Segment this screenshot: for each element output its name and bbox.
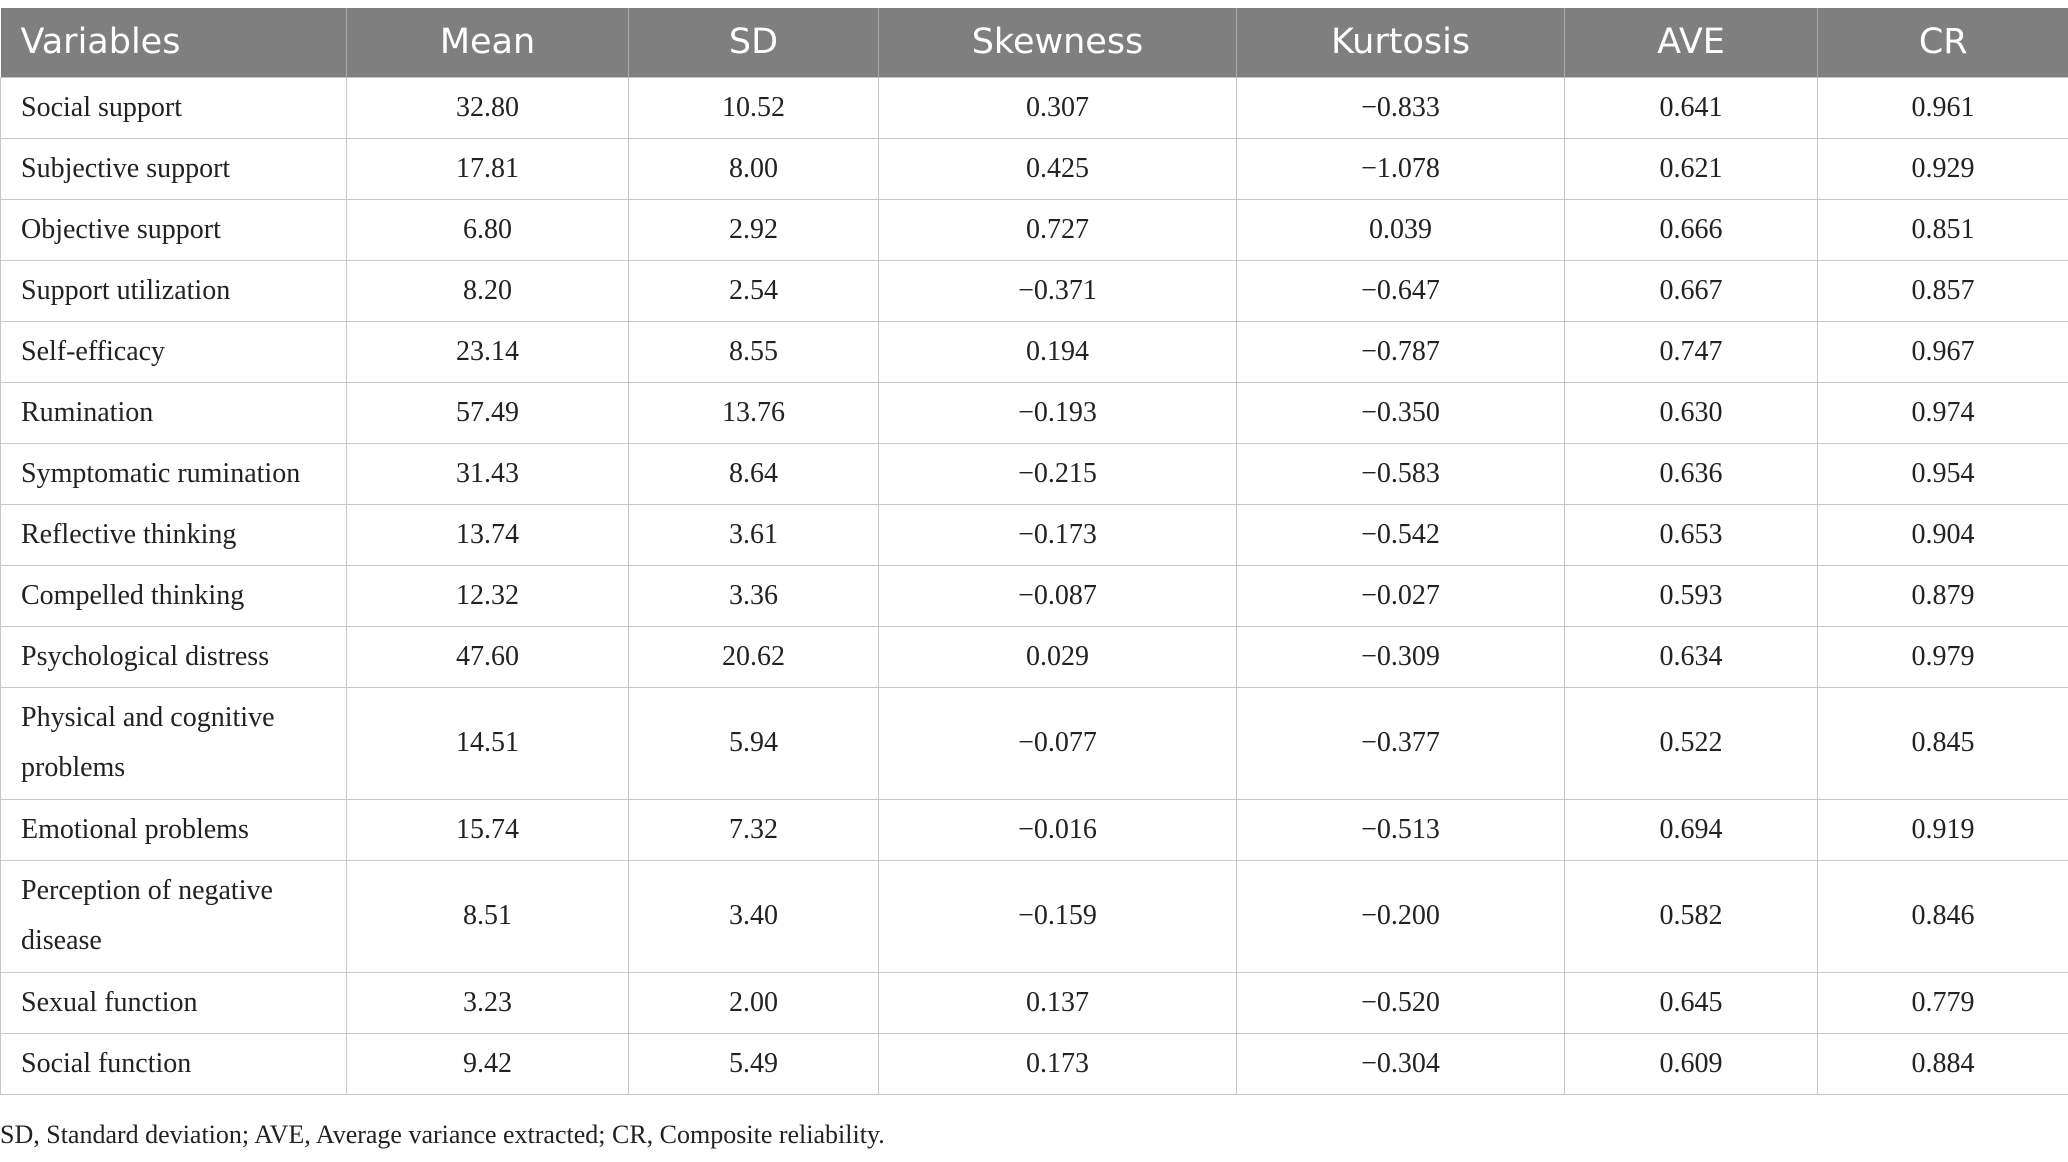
kurtosis-cell: −0.833: [1237, 77, 1565, 138]
cr-cell: 0.779: [1818, 972, 2068, 1033]
kurtosis-cell: −0.200: [1237, 860, 1565, 972]
ave-cell: 0.593: [1565, 565, 1818, 626]
ave-cell: 0.636: [1565, 443, 1818, 504]
kurtosis-cell: −0.309: [1237, 626, 1565, 687]
variable-cell: Self-efficacy: [1, 321, 347, 382]
skewness-cell: 0.194: [879, 321, 1237, 382]
skewness-cell: 0.029: [879, 626, 1237, 687]
table-row: [1, 260, 2068, 321]
cr-cell: 0.846: [1818, 860, 2068, 972]
mean-cell: 9.42: [347, 1033, 629, 1094]
sd-cell: 8.55: [629, 321, 879, 382]
sd-cell: 3.40: [629, 860, 879, 972]
skewness-cell: −0.159: [879, 860, 1237, 972]
sd-cell: 3.36: [629, 565, 879, 626]
variable-cell: Reflective thinking: [1, 504, 347, 565]
kurtosis-cell: −0.647: [1237, 260, 1565, 321]
cr-cell: 0.919: [1818, 799, 2068, 860]
variable-cell: Objective support: [1, 199, 347, 260]
ave-cell: 0.694: [1565, 799, 1818, 860]
table-row: [1, 382, 2068, 443]
mean-cell: 8.51: [347, 860, 629, 972]
mean-cell: 12.32: [347, 565, 629, 626]
variable-cell: Symptomatic rumination: [1, 443, 347, 504]
header-variables: Variables: [1, 8, 347, 77]
ave-cell: 0.667: [1565, 260, 1818, 321]
sd-cell: 2.54: [629, 260, 879, 321]
sd-cell: 7.32: [629, 799, 879, 860]
cr-cell: 0.979: [1818, 626, 2068, 687]
kurtosis-cell: −0.787: [1237, 321, 1565, 382]
cr-cell: 0.967: [1818, 321, 2068, 382]
sd-cell: 2.00: [629, 972, 879, 1033]
cr-cell: 0.851: [1818, 199, 2068, 260]
kurtosis-cell: 0.039: [1237, 199, 1565, 260]
mean-cell: 32.80: [347, 77, 629, 138]
table-row: [1, 138, 2068, 199]
skewness-cell: −0.087: [879, 565, 1237, 626]
header-skewness: Skewness: [879, 8, 1237, 77]
mean-cell: 13.74: [347, 504, 629, 565]
skewness-cell: −0.173: [879, 504, 1237, 565]
kurtosis-cell: −0.027: [1237, 565, 1565, 626]
mean-cell: 23.14: [347, 321, 629, 382]
mean-cell: 17.81: [347, 138, 629, 199]
skewness-cell: 0.727: [879, 199, 1237, 260]
cr-cell: 0.961: [1818, 77, 2068, 138]
ave-cell: 0.609: [1565, 1033, 1818, 1094]
sd-cell: 5.49: [629, 1033, 879, 1094]
header-sd: SD: [629, 8, 879, 77]
variable-cell: Support utilization: [1, 260, 347, 321]
cr-cell: 0.974: [1818, 382, 2068, 443]
header-mean: Mean: [347, 8, 629, 77]
cr-cell: 0.845: [1818, 687, 2068, 799]
kurtosis-cell: −0.377: [1237, 687, 1565, 799]
skewness-cell: −0.077: [879, 687, 1237, 799]
mean-cell: 47.60: [347, 626, 629, 687]
header-kurtosis: Kurtosis: [1237, 8, 1565, 77]
table-footnote: SD, Standard deviation; AVE, Average variance extracted; CR, Composite reliability.: [0, 1120, 885, 1149]
ave-cell: 0.666: [1565, 199, 1818, 260]
sd-cell: 8.64: [629, 443, 879, 504]
table-row: [1, 972, 2068, 1033]
kurtosis-cell: −0.304: [1237, 1033, 1565, 1094]
skewness-cell: −0.193: [879, 382, 1237, 443]
sd-cell: 10.52: [629, 77, 879, 138]
sd-cell: 2.92: [629, 199, 879, 260]
cr-cell: 0.954: [1818, 443, 2068, 504]
table-row: [1, 687, 2068, 799]
variable-cell: Social function: [1, 1033, 347, 1094]
table-row: [1, 799, 2068, 860]
ave-cell: 0.645: [1565, 972, 1818, 1033]
variable-cell: Psychological distress: [1, 626, 347, 687]
variable-cell: Perception of negative disease: [1, 860, 347, 972]
header-ave: AVE: [1565, 8, 1818, 77]
skewness-cell: −0.215: [879, 443, 1237, 504]
cr-cell: 0.857: [1818, 260, 2068, 321]
mean-cell: 31.43: [347, 443, 629, 504]
header-cr: CR: [1818, 8, 2068, 77]
table-row: [1, 1033, 2068, 1094]
cr-cell: 0.929: [1818, 138, 2068, 199]
kurtosis-cell: −1.078: [1237, 138, 1565, 199]
ave-cell: 0.522: [1565, 687, 1818, 799]
variable-cell: Subjective support: [1, 138, 347, 199]
mean-cell: 3.23: [347, 972, 629, 1033]
skewness-cell: 0.425: [879, 138, 1237, 199]
skewness-cell: −0.371: [879, 260, 1237, 321]
mean-cell: 57.49: [347, 382, 629, 443]
ave-cell: 0.653: [1565, 504, 1818, 565]
kurtosis-cell: −0.583: [1237, 443, 1565, 504]
mean-cell: 6.80: [347, 199, 629, 260]
variable-cell: Physical and cognitive problems: [1, 687, 347, 799]
skewness-cell: 0.173: [879, 1033, 1237, 1094]
cr-cell: 0.884: [1818, 1033, 2068, 1094]
ave-cell: 0.641: [1565, 77, 1818, 138]
variable-cell: Rumination: [1, 382, 347, 443]
ave-cell: 0.582: [1565, 860, 1818, 972]
ave-cell: 0.747: [1565, 321, 1818, 382]
ave-cell: 0.630: [1565, 382, 1818, 443]
ave-cell: 0.634: [1565, 626, 1818, 687]
table-row: [1, 77, 2068, 138]
sd-cell: 3.61: [629, 504, 879, 565]
skewness-cell: 0.307: [879, 77, 1237, 138]
skewness-cell: −0.016: [879, 799, 1237, 860]
kurtosis-cell: −0.513: [1237, 799, 1565, 860]
ave-cell: 0.621: [1565, 138, 1818, 199]
sd-cell: 20.62: [629, 626, 879, 687]
table-row: [1, 504, 2068, 565]
data-table: [0, 8, 2068, 1095]
cr-cell: 0.879: [1818, 565, 2068, 626]
sd-cell: 13.76: [629, 382, 879, 443]
table-row: [1, 860, 2068, 972]
kurtosis-cell: −0.520: [1237, 972, 1565, 1033]
kurtosis-cell: −0.542: [1237, 504, 1565, 565]
kurtosis-cell: −0.350: [1237, 382, 1565, 443]
variable-cell: Sexual function: [1, 972, 347, 1033]
table-row: [1, 321, 2068, 382]
skewness-cell: 0.137: [879, 972, 1237, 1033]
mean-cell: 15.74: [347, 799, 629, 860]
table-body: [1, 77, 2068, 1094]
table-row: [1, 626, 2068, 687]
mean-cell: 8.20: [347, 260, 629, 321]
header-row: [1, 8, 2068, 77]
variable-cell: Social support: [1, 77, 347, 138]
sd-cell: 8.00: [629, 138, 879, 199]
cr-cell: 0.904: [1818, 504, 2068, 565]
variable-cell: Compelled thinking: [1, 565, 347, 626]
sd-cell: 5.94: [629, 687, 879, 799]
table-row: [1, 565, 2068, 626]
table-row: [1, 199, 2068, 260]
variable-cell: Emotional problems: [1, 799, 347, 860]
mean-cell: 14.51: [347, 687, 629, 799]
table-header: [1, 8, 2068, 77]
table-row: [1, 443, 2068, 504]
